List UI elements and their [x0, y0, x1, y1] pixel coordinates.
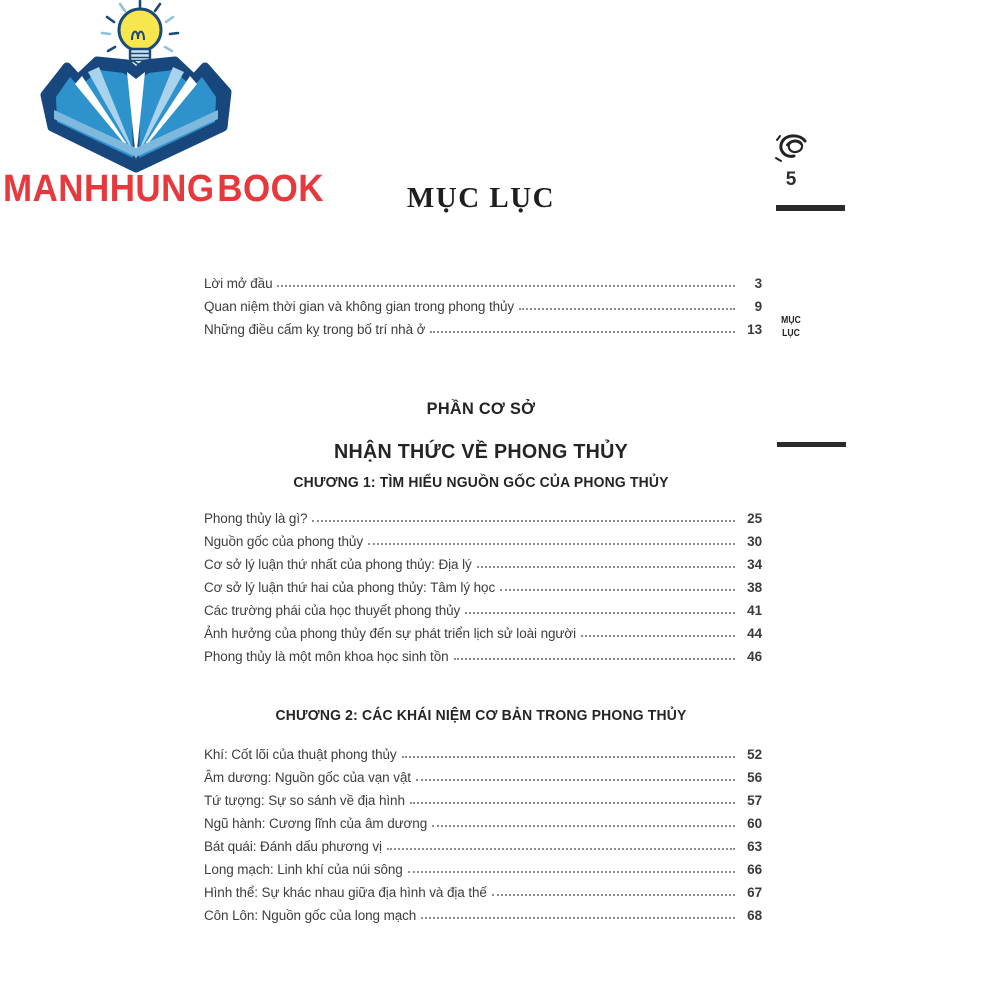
ornament-icon: [772, 131, 814, 167]
toc-entry-page: 46: [747, 649, 762, 664]
toc-entry-label: Khí: Cốt lõi của thuật phong thủy: [204, 747, 397, 762]
toc-entry: [204, 526, 762, 549]
toc-entry-label: Long mạch: Linh khí của núi sông: [204, 862, 403, 877]
store-name-bold: BOOK: [217, 168, 324, 210]
dot-leader: [454, 658, 735, 660]
toc-entry: [204, 854, 762, 877]
side-tab-line: LỤC: [782, 327, 800, 339]
toc-entry-label: Nguồn gốc của phong thủy: [204, 534, 363, 549]
toc-entry-label: Ngũ hành: Cương lĩnh của âm dương: [204, 816, 428, 831]
dot-leader: [277, 285, 735, 287]
toc-entry-label: Bát quái: Đánh dấu phương vị: [204, 839, 382, 854]
dot-leader: [387, 848, 735, 850]
toc-entry-page: 30: [747, 534, 762, 549]
toc-entry-label: Côn Lôn: Nguồn gốc của long mạch: [204, 908, 417, 923]
toc-entry: [204, 572, 762, 595]
side-tab-line: MỤC: [781, 314, 801, 326]
chapter-2-heading: CHƯƠNG 2: CÁC KHÁI NIỆM CƠ BẢN TRONG PHONG THỦY: [275, 708, 687, 724]
toc-entry-page: 67: [747, 885, 762, 900]
toc-entry-page: 60: [747, 816, 762, 831]
toc-entry: [204, 900, 762, 923]
part-title: NHẬN THỨC VỀ PHONG THỦY: [333, 440, 629, 463]
dot-leader: [402, 756, 735, 758]
toc-entry-label: Cơ sở lý luận thứ nhất của phong thủy: Địa lý: [204, 557, 472, 572]
store-name-regular: MANHHUNG: [3, 168, 215, 210]
toc-entry-page: 9: [754, 299, 762, 314]
dot-leader: [416, 779, 735, 781]
toc-entry: [204, 808, 762, 831]
toc-entry-page: 56: [747, 770, 762, 785]
toc-entry-label: Cơ sở lý luận thứ hai của phong thủy: Tâm lý học: [204, 580, 496, 595]
toc-entry: [204, 314, 762, 337]
dot-leader: [312, 520, 735, 522]
dot-leader: [408, 871, 735, 873]
toc-entry: [204, 785, 762, 808]
margin-rule: [777, 442, 846, 447]
toc-entry-label: Âm dương: Nguồn gốc của vạn vật: [204, 770, 411, 785]
page-number: 5: [785, 169, 797, 190]
toc-entry-label: Các trường phái của học thuyết phong thủy: [204, 603, 461, 618]
toc-entry-page: 34: [747, 557, 762, 572]
toc-entry: [204, 549, 762, 572]
toc-entry-label: Tứ tượng: Sự so sánh về địa hình: [204, 793, 405, 808]
toc-entry: [204, 762, 762, 785]
dot-leader: [410, 802, 735, 804]
dot-leader: [432, 825, 735, 827]
toc-chapter-1-entries: [204, 503, 762, 664]
toc-entry-page: 41: [747, 603, 762, 618]
toc-entry: [204, 595, 762, 618]
dot-leader: [368, 543, 735, 545]
header-rule: [776, 205, 845, 211]
toc-entry-label: Ảnh hưởng của phong thủy đến sự phát triển lịch sử loài người: [204, 626, 576, 641]
toc-entry-label: Phong thủy là gì?: [204, 511, 308, 526]
toc-entry-label: Những điều cấm kỵ trong bố trí nhà ở: [204, 322, 426, 337]
toc-entry-page: 57: [747, 793, 762, 808]
toc-entry-label: Lời mở đầu: [204, 276, 273, 291]
dot-leader: [519, 308, 735, 310]
toc-entry-page: 44: [747, 626, 762, 641]
toc-entry-label: Quan niệm thời gian và không gian trong phong thủy: [204, 299, 515, 314]
toc-entry-page: 63: [747, 839, 762, 854]
toc-entry: [204, 618, 762, 641]
chapter-1-heading: CHƯƠNG 1: TÌM HIỂU NGUỒN GỐC CỦA PHONG THỦY: [293, 475, 669, 491]
toc-entry: [204, 831, 762, 854]
toc-entry-page: 25: [747, 511, 762, 526]
dot-leader: [465, 612, 735, 614]
toc-entry: [204, 877, 762, 900]
dot-leader: [421, 917, 735, 919]
toc-entry-page: 38: [747, 580, 762, 595]
page-title: MỤC LỤC: [406, 182, 556, 215]
toc-front-matter: [204, 268, 762, 337]
dot-leader: [581, 635, 735, 637]
dot-leader: [500, 589, 735, 591]
toc-entry: [204, 291, 762, 314]
toc-entry-page: 52: [747, 747, 762, 762]
dot-leader: [492, 894, 735, 896]
toc-entry-label: Phong thủy là một môn khoa học sinh tồn: [204, 649, 449, 664]
side-tab-section-marker: [773, 314, 809, 340]
toc-entry-page: 3: [754, 276, 762, 291]
toc-entry: [204, 641, 762, 664]
dot-leader: [430, 331, 735, 333]
toc-entry-label: Hình thể: Sự khác nhau giữa địa hình và địa thế: [204, 885, 487, 900]
toc-entry: [204, 739, 762, 762]
toc-entry: [204, 268, 762, 291]
part-kicker: PHẦN CƠ SỞ: [426, 399, 536, 418]
toc-entry-page: 68: [747, 908, 762, 923]
toc-entry: [204, 503, 762, 526]
toc-entry-page: 13: [747, 322, 762, 337]
dot-leader: [477, 566, 735, 568]
toc-chapter-2-entries: [204, 739, 762, 923]
toc-entry-page: 66: [747, 862, 762, 877]
